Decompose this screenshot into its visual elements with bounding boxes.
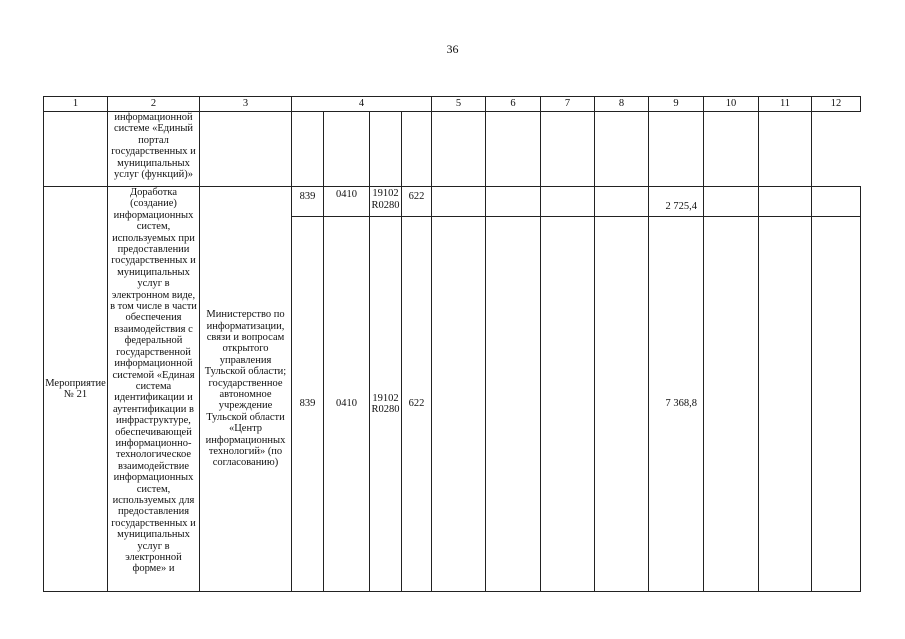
continuation-description <box>108 112 200 187</box>
executor-cell <box>200 187 292 592</box>
header-col-8: 8 <box>595 97 649 112</box>
vr-cell <box>402 217 432 592</box>
grbs-cell <box>292 217 324 592</box>
rzpr-cell <box>324 217 370 592</box>
measure-name: Мероприятие № 21 <box>45 377 106 400</box>
header-col-5: 5 <box>432 97 486 112</box>
continuation-col-1 <box>44 112 108 187</box>
header-col-10: 10 <box>704 97 759 112</box>
executor-text: Министерство по информатизации, связи и вопросам открытого управления Тульской области; государственное автономное учреждение Тульской области «Центр информационных технологий» (по согласованию) <box>204 309 287 469</box>
measure-description: Доработка (создание) информационных систем, используемых при предоставлении государственных и муниципальных услуг в электронном виде, в том числе в части обеспечения взаимодействия с федеральной государственной информационной системой «Единая система идентификации и аутентификации в инфраструктуре, обеспечивающей информационно-технологическое взаимодействие информационных систем, используемых для предоставления государственных и муниципальных услуг в электронной форме» и <box>110 187 197 575</box>
continuation-row <box>44 112 861 187</box>
header-col-11: 11 <box>759 97 812 112</box>
page-number: 36 <box>446 42 459 56</box>
rzpr-code: 0410 <box>336 398 357 410</box>
header-col-9: 9 <box>649 97 704 112</box>
continuation-text: информационной системе «Единый портал государственных и муниципальных услуг (функций)» <box>111 112 196 181</box>
vr-code: 622 <box>408 398 425 410</box>
header-col-3: 3 <box>200 97 292 112</box>
header-col-2: 2 <box>108 97 200 112</box>
header-col-4: 4 <box>292 97 432 112</box>
csr-cell <box>370 217 402 592</box>
csr-cell <box>370 187 402 217</box>
header-col-7: 7 <box>541 97 595 112</box>
rzpr-cell <box>324 187 370 217</box>
grbs-code: 839 <box>299 398 316 410</box>
csr-code: 19102 R0280 <box>371 188 400 211</box>
vr-cell <box>402 187 432 217</box>
col9-value: 2 725,4 <box>665 201 697 212</box>
header-col-1: 1 <box>44 97 108 112</box>
vr-code: 622 <box>408 191 425 202</box>
col9-value-cell <box>649 217 704 592</box>
measure-description-cell <box>108 187 200 592</box>
col9-value: 7 368,8 <box>665 398 697 410</box>
header-col-6: 6 <box>486 97 541 112</box>
rzpr-code: 0410 <box>336 189 357 200</box>
measure-name-cell <box>44 187 108 592</box>
budget-table <box>43 96 861 592</box>
header-col-12: 12 <box>812 97 861 112</box>
header-row <box>44 97 861 112</box>
table-row <box>44 187 861 217</box>
grbs-code: 839 <box>299 191 316 202</box>
col9-value-cell <box>649 187 704 217</box>
csr-code: 19102 R0280 <box>371 392 400 415</box>
grbs-cell <box>292 187 324 217</box>
